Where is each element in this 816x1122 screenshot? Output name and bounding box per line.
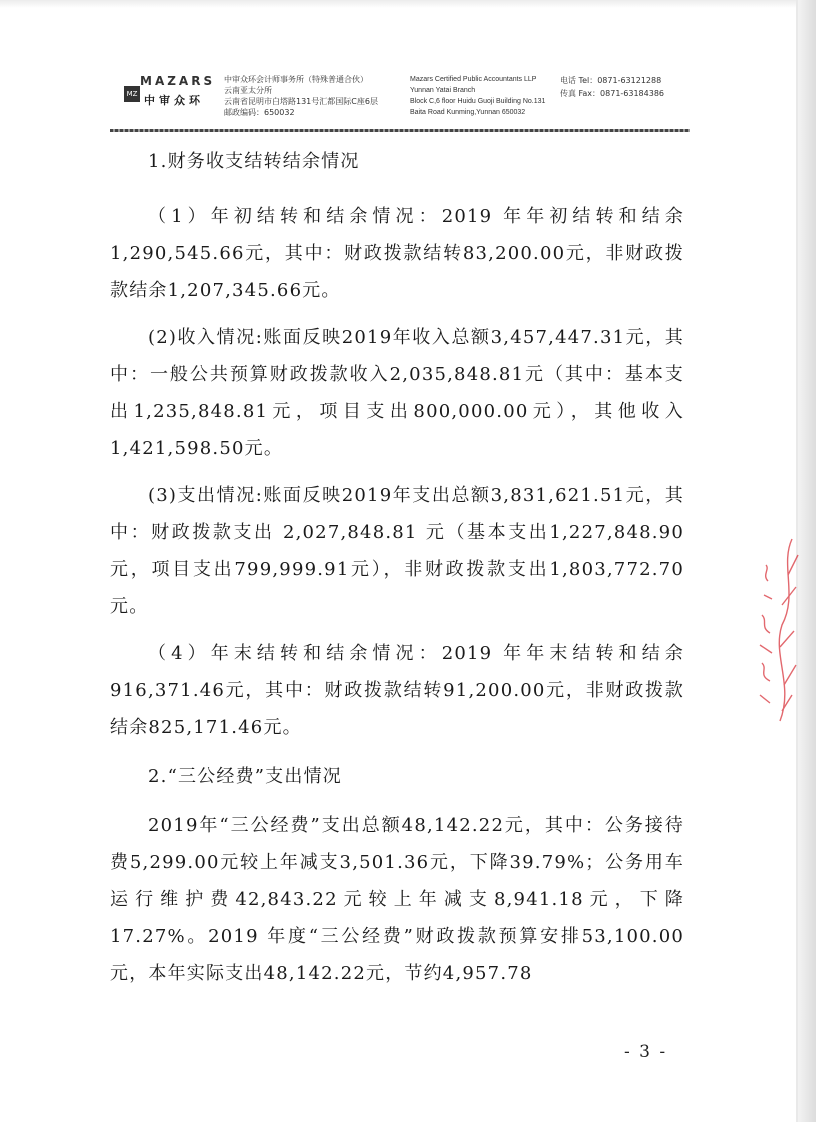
- paragraph-income: (2)收入情况:账面反映2019年收入总额3,457,447.31元，其中：一般公共预算财政拨款收入2,035,848.81元（其中：基本支出1,235,848.81元，项目支出800,000.00元），其他收入1,421,598.50元。: [110, 327, 684, 459]
- red-seal-stamp-icon: [752, 535, 806, 725]
- firm-cn-name: 中审众环会计师事务所（特殊普通合伙）: [224, 75, 368, 84]
- firm-en-address-1: Block C,6 floor Huidu Guoji Building No.131: [410, 98, 546, 105]
- firm-cn-branch: 云南亚太分所: [224, 86, 272, 95]
- section-heading-1: 1.财务收支结转结余情况: [148, 151, 360, 172]
- firm-logo: [120, 72, 216, 120]
- letterhead-contact: [560, 74, 664, 100]
- letterhead-rule: [110, 129, 690, 132]
- logo-mazars-text: MAZARS: [140, 74, 216, 88]
- phone-number: 电话 Tel：0871-63121288: [560, 76, 662, 85]
- firm-en-address-2: Baita Road Kunming,Yunnan 650032: [410, 109, 526, 116]
- logo-cn-text: 中审众环: [144, 94, 204, 107]
- logo-seal-icon: MZ: [124, 86, 140, 102]
- paragraph-opening-balance: （1）年初结转和结余情况：2019 年年初结转和结余1,290,545.66元，其中：财政拨款结转83,200.00元，非财政拨款结余1,207,345.66元。: [110, 206, 684, 301]
- firm-cn-address: 云南省昆明市白塔路131号汇都国际C座6层: [224, 97, 378, 106]
- letterhead: [120, 72, 680, 124]
- section-heading-2: 2.“三公经费”支出情况: [148, 766, 342, 787]
- firm-en-branch: Yunnan Yatai Branch: [410, 87, 476, 94]
- firm-en-name: Mazars Certified Public Accountants LLP: [410, 76, 537, 83]
- paragraph-expenditure: (3)支出情况:账面反映2019年支出总额3,831,621.51元，其中：财政拨款支出 2,027,848.81 元（基本支出1,227,848.90元，项目支出799,999.91元），非财政拨款支出1,803,772.70元。: [110, 485, 684, 617]
- paragraph-three-public-expenses: 2019年“三公经费”支出总额48,142.22元，其中：公务接待费5,299.00元较上年减支3,501.36元，下降39.79%；公务用车运行维护费42,843.22元较上年减支8,941.18元，下降 17.27%。2019 年度“三公经费”财政拨款预算安排53,100.00元，本年实际支出48,142.22元，节约4,957.78: [110, 815, 684, 984]
- document-body: [110, 143, 684, 1002]
- letterhead-cn-block: [224, 74, 378, 118]
- fax-number: 传真 Fax：0871-63184386: [560, 89, 665, 98]
- scan-top-shadow: [0, 0, 816, 8]
- page-number: - 3 -: [624, 1042, 668, 1062]
- letterhead-en-block: [410, 74, 545, 118]
- firm-cn-postcode: 邮政编码：650032: [224, 108, 295, 117]
- paragraph-closing-balance: （4）年末结转和结余情况：2019 年年末结转和结余916,371.46元，其中：财政拨款结转91,200.00元，非财政拨款结余825,171.46元。: [110, 643, 684, 738]
